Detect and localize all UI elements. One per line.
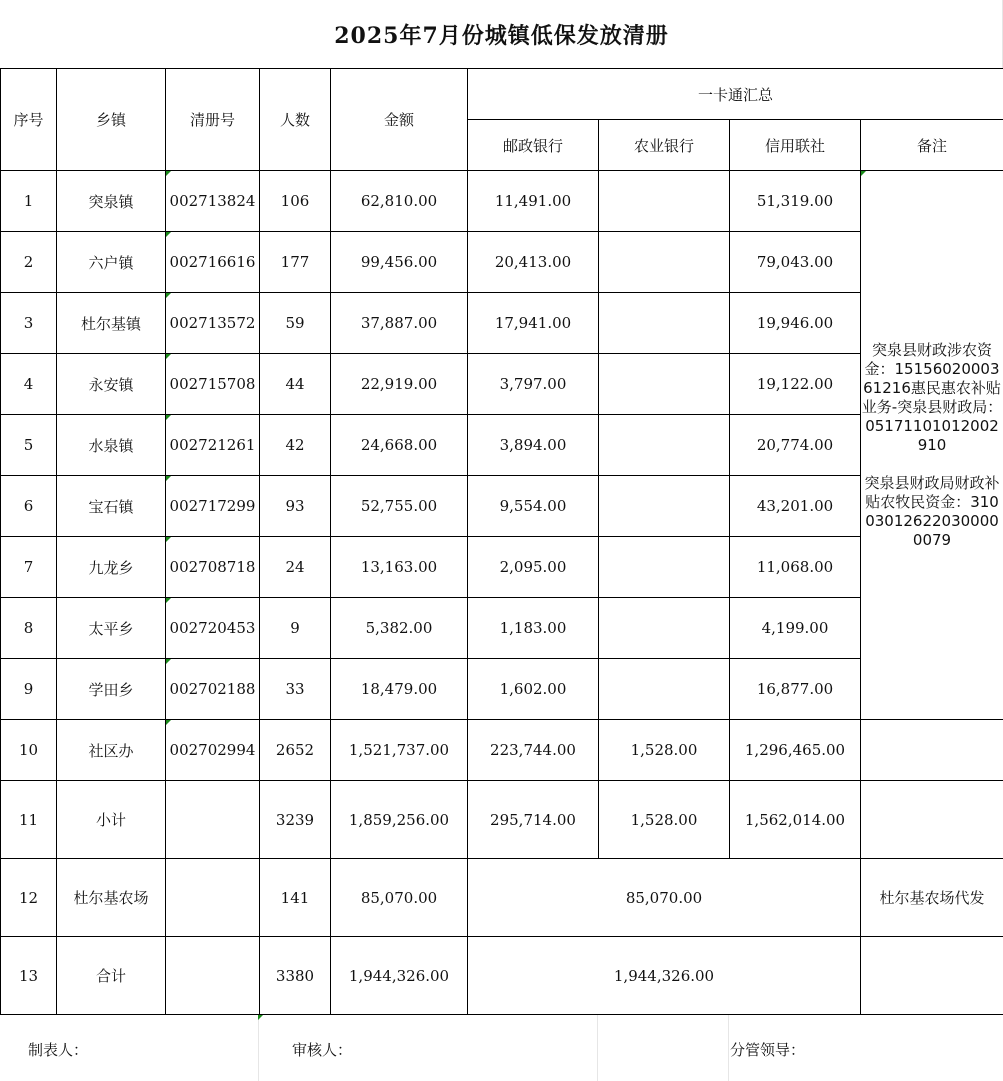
- row-amount: 99,456.00: [331, 232, 468, 293]
- row-seq: 10: [1, 720, 57, 781]
- subtotal-seq: 11: [1, 781, 57, 859]
- row-remark: [861, 720, 1003, 781]
- row-people: 9: [260, 598, 331, 659]
- total-remark: [861, 937, 1003, 1015]
- row-roll-no: 002717299: [166, 476, 260, 537]
- row-people: 24: [260, 537, 331, 598]
- row-agri: [599, 415, 730, 476]
- row-roll-no: 002715708: [166, 354, 260, 415]
- table-row: [1, 476, 1003, 537]
- row-roll-no: 002721261: [166, 415, 260, 476]
- signature-footer: [0, 1015, 1003, 1081]
- header-amount: 金额: [331, 69, 468, 171]
- remark-text-2: 突泉县财政局财政补贴农牧民资金：310030126220300000079: [864, 473, 1000, 549]
- header-credit-union: 信用联社: [730, 120, 861, 171]
- row-seq: 7: [1, 537, 57, 598]
- row-credit: 1,296,465.00: [730, 720, 861, 781]
- subtotal-row: [1, 781, 1003, 859]
- row-town: 水泉镇: [57, 415, 166, 476]
- row-postal: 223,744.00: [468, 720, 599, 781]
- row-town: 六户镇: [57, 232, 166, 293]
- farm-amount: 85,070.00: [331, 859, 468, 937]
- farm-seq: 12: [1, 859, 57, 937]
- farm-card-total: 85,070.00: [468, 859, 861, 937]
- reviewer-label: 审核人：: [292, 1041, 353, 1059]
- row-postal: 3,894.00: [468, 415, 599, 476]
- page-title: 2025年7月份城镇低保发放清册: [334, 22, 669, 49]
- total-seq: 13: [1, 937, 57, 1015]
- total-label: 合计: [57, 937, 166, 1015]
- row-postal: 1,602.00: [468, 659, 599, 720]
- row-agri: 1,528.00: [599, 720, 730, 781]
- row-seq: 3: [1, 293, 57, 354]
- header-town: 乡镇: [57, 69, 166, 171]
- row-roll-no: 002720453: [166, 598, 260, 659]
- total-card-total: 1,944,326.00: [468, 937, 861, 1015]
- header-agri-bank: 农业银行: [599, 120, 730, 171]
- subtotal-postal: 295,714.00: [468, 781, 599, 859]
- table-row: [1, 171, 1003, 232]
- subtotal-agri: 1,528.00: [599, 781, 730, 859]
- row-amount: 13,163.00: [331, 537, 468, 598]
- row-people: 106: [260, 171, 331, 232]
- row-town: 杜尔基镇: [57, 293, 166, 354]
- row-amount: 5,382.00: [331, 598, 468, 659]
- subtotal-people: 3239: [260, 781, 331, 859]
- farm-remark: 杜尔基农场代发: [861, 859, 1003, 937]
- row-roll-no: 002708718: [166, 537, 260, 598]
- subtotal-credit: 1,562,014.00: [730, 781, 861, 859]
- row-credit: 20,774.00: [730, 415, 861, 476]
- header-people: 人数: [260, 69, 331, 171]
- row-agri: [599, 354, 730, 415]
- row-postal: 11,491.00: [468, 171, 599, 232]
- row-amount: 1,521,737.00: [331, 720, 468, 781]
- table-row: [1, 232, 1003, 293]
- table-row: [1, 537, 1003, 598]
- remark-text-1: 突泉县财政涉农资金：1515602000361216惠民惠农补贴业务-突泉县财政局：05171101012002910: [861, 340, 1003, 454]
- header-seq: 序号: [1, 69, 57, 171]
- total-amount: 1,944,326.00: [331, 937, 468, 1015]
- row-agri: [599, 171, 730, 232]
- row-seq: 6: [1, 476, 57, 537]
- row-people: 42: [260, 415, 331, 476]
- table-row: [1, 293, 1003, 354]
- row-credit: 51,319.00: [730, 171, 861, 232]
- row-seq: 1: [1, 171, 57, 232]
- row-agri: [599, 293, 730, 354]
- row-postal: 2,095.00: [468, 537, 599, 598]
- row-people: 33: [260, 659, 331, 720]
- row-roll-no: 002702188: [166, 659, 260, 720]
- row-seq: 2: [1, 232, 57, 293]
- row-agri: [599, 598, 730, 659]
- header-postal-bank: 邮政银行: [468, 120, 599, 171]
- header-roll-no: 清册号: [166, 69, 260, 171]
- row-town: 突泉镇: [57, 171, 166, 232]
- row-seq: 4: [1, 354, 57, 415]
- total-roll: [166, 937, 260, 1015]
- subtotal-amount: 1,859,256.00: [331, 781, 468, 859]
- farm-people: 141: [260, 859, 331, 937]
- row-people: 2652: [260, 720, 331, 781]
- row-amount: 62,810.00: [331, 171, 468, 232]
- row-roll-no: 002702994: [166, 720, 260, 781]
- table-row: [1, 720, 1003, 781]
- subtotal-remark: [861, 781, 1003, 859]
- row-postal: 17,941.00: [468, 293, 599, 354]
- row-credit: 79,043.00: [730, 232, 861, 293]
- row-amount: 22,919.00: [331, 354, 468, 415]
- row-town: 学田乡: [57, 659, 166, 720]
- row-roll-no: 002713572: [166, 293, 260, 354]
- relief-roster-table: [0, 68, 1003, 1015]
- row-postal: 9,554.00: [468, 476, 599, 537]
- row-roll-no: 002716616: [166, 232, 260, 293]
- farm-roll: [166, 859, 260, 937]
- farm-label: 杜尔基农场: [57, 859, 166, 937]
- leader-label: 分管领导：: [730, 1041, 806, 1059]
- row-people: 93: [260, 476, 331, 537]
- row-credit: 4,199.00: [730, 598, 861, 659]
- row-postal: 20,413.00: [468, 232, 599, 293]
- row-credit: 19,122.00: [730, 354, 861, 415]
- row-roll-no: 002713824: [166, 171, 260, 232]
- row-seq: 9: [1, 659, 57, 720]
- table-row: [1, 659, 1003, 720]
- comment-marker: [258, 1015, 263, 1020]
- row-credit: 19,946.00: [730, 293, 861, 354]
- table-row: [1, 598, 1003, 659]
- row-credit: 11,068.00: [730, 537, 861, 598]
- header-card-summary: 一卡通汇总: [468, 69, 1003, 120]
- row-town: 九龙乡: [57, 537, 166, 598]
- row-agri: [599, 659, 730, 720]
- row-amount: 37,887.00: [331, 293, 468, 354]
- row-town: 宝石镇: [57, 476, 166, 537]
- row-town: 永安镇: [57, 354, 166, 415]
- remark-account-info: [861, 171, 1003, 720]
- table-row: [1, 354, 1003, 415]
- row-postal: 3,797.00: [468, 354, 599, 415]
- maker-label: 制表人：: [28, 1041, 89, 1059]
- row-people: 59: [260, 293, 331, 354]
- row-amount: 18,479.00: [331, 659, 468, 720]
- row-town: 社区办: [57, 720, 166, 781]
- row-amount: 24,668.00: [331, 415, 468, 476]
- row-people: 44: [260, 354, 331, 415]
- row-credit: 16,877.00: [730, 659, 861, 720]
- row-postal: 1,183.00: [468, 598, 599, 659]
- row-agri: [599, 476, 730, 537]
- header-remark: 备注: [861, 120, 1003, 171]
- row-town: 太平乡: [57, 598, 166, 659]
- total-row: [1, 937, 1003, 1015]
- subtotal-label: 小计: [57, 781, 166, 859]
- total-people: 3380: [260, 937, 331, 1015]
- row-seq: 8: [1, 598, 57, 659]
- row-agri: [599, 537, 730, 598]
- row-credit: 43,201.00: [730, 476, 861, 537]
- row-amount: 52,755.00: [331, 476, 468, 537]
- row-people: 177: [260, 232, 331, 293]
- row-seq: 5: [1, 415, 57, 476]
- row-agri: [599, 232, 730, 293]
- farm-row: [1, 859, 1003, 937]
- subtotal-roll: [166, 781, 260, 859]
- table-row: [1, 415, 1003, 476]
